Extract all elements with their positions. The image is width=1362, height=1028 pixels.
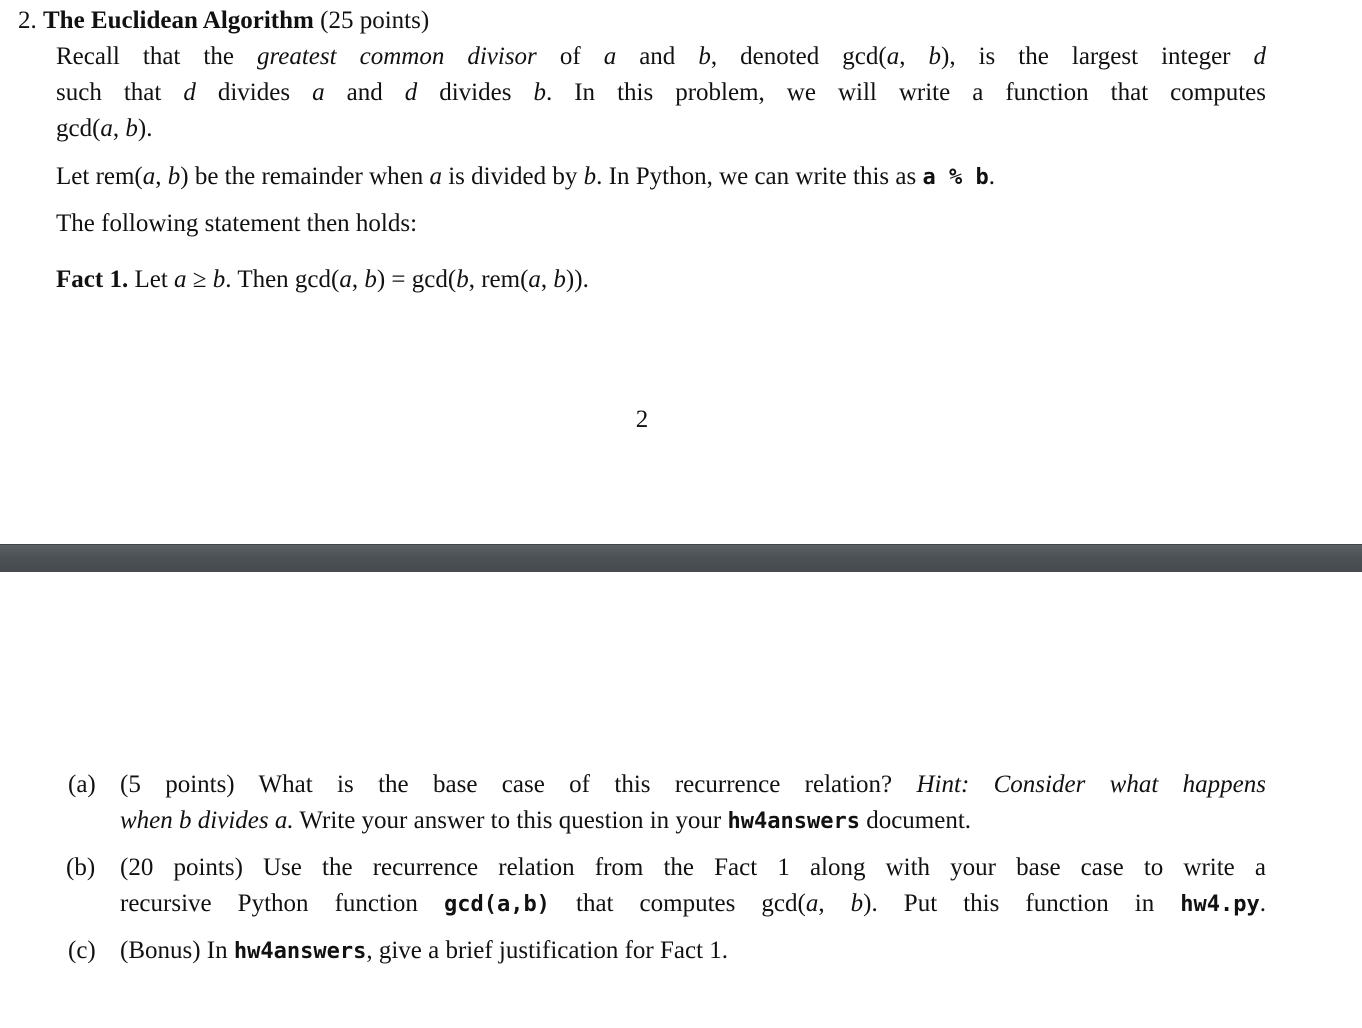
part-a-line-1 <box>120 770 1266 800</box>
text: ) be the remainder when <box>180 163 430 190</box>
math-var: a <box>142 163 156 190</box>
part-b-line-1: (20 points) Use the recurrence relation from the Fact 1 along with your base case to write a <box>120 854 1266 881</box>
problem-points: (25 points) <box>320 7 430 34</box>
text: ). Put this function in <box>863 890 1181 917</box>
inline-code: hw4.py <box>1180 892 1260 917</box>
part-b-line-2: recursive Python function gcd(a,b) that computes gcd(a, b). Put this function in hw4.py. <box>120 890 1266 917</box>
text: Recall that the <box>56 43 257 70</box>
inline-code: gcd(a,b) <box>443 892 550 917</box>
math-var: d <box>183 79 196 106</box>
paragraph-line-3: gcd(a, b). <box>56 115 153 142</box>
text: , rem( <box>468 266 529 293</box>
text: Let <box>128 266 175 293</box>
math-var: b <box>125 115 138 142</box>
math-var: b <box>850 890 864 917</box>
text: divides <box>195 79 313 106</box>
part-c-line-1 <box>120 936 728 967</box>
math-var: a <box>528 266 541 293</box>
math-var: b <box>167 163 181 190</box>
fact-label: Fact 1. <box>56 266 129 293</box>
page-separator <box>0 544 1362 573</box>
text: . In this problem, we will write a function that computes <box>545 79 1266 106</box>
math-var: a <box>312 79 325 106</box>
text: )). <box>565 266 589 293</box>
part-label-b: (b) <box>66 854 96 881</box>
text: . Then gcd( <box>225 266 340 293</box>
text: is divided by <box>441 163 584 190</box>
statement-intro: The following statement then holds: <box>56 210 418 237</box>
text: gcd( <box>56 115 101 142</box>
math-var: d <box>404 79 418 106</box>
text: ≥ <box>186 266 213 293</box>
text: document. <box>859 807 972 834</box>
text: such that <box>56 79 184 106</box>
page-number: 2 <box>635 406 649 433</box>
math-var: b <box>533 79 546 106</box>
problem-title: The Euclidean Algorithm <box>43 7 314 34</box>
problem-heading <box>18 6 429 36</box>
math-var: b <box>456 266 469 293</box>
math-var: b <box>364 266 377 293</box>
text: and <box>616 43 699 70</box>
inline-code: hw4answers <box>727 809 860 834</box>
part-label-c: (c) <box>68 937 96 964</box>
math-var: b <box>583 163 597 190</box>
math-var: b <box>928 43 941 70</box>
math-var: a <box>100 115 113 142</box>
document-page-bottom <box>0 572 1362 1028</box>
text: . <box>1259 890 1266 917</box>
inline-code: a % b <box>922 165 989 190</box>
text: that computes gcd( <box>549 890 806 917</box>
part-a-line-2 <box>120 806 971 837</box>
text: ) = gcd( <box>376 266 457 293</box>
text: divides <box>417 79 534 106</box>
text: . <box>988 163 995 190</box>
text: . In Python, we can write this as <box>596 163 923 190</box>
text: , denoted gcd( <box>710 43 887 70</box>
part-label-a: (a) <box>68 771 96 798</box>
math-var: a <box>603 43 617 70</box>
text: , give a brief justification for Fact 1. <box>366 937 729 964</box>
text: ). <box>137 115 153 142</box>
problem-number: 2. <box>18 7 37 34</box>
rem-definition: Let rem(a, b) be the remainder when a is divided by b. In Python, we can write this as a % b. <box>56 163 995 190</box>
text: of <box>536 43 604 70</box>
math-var: a <box>339 266 352 293</box>
emphasis: greatest common divisor <box>256 43 537 70</box>
hint-text: when b divides a. <box>120 807 294 834</box>
text: (Bonus) In <box>120 937 234 964</box>
hint-text: Hint: Consider what happens <box>916 771 1266 798</box>
text: and <box>324 79 405 106</box>
text: recursive Python function <box>120 890 444 917</box>
text: (5 points) What is the base case of this recurrence relation? <box>120 771 917 798</box>
fact-1: Fact 1. Let a ≥ b. Then gcd(a, b) = gcd(b, rem(a, b)). <box>56 266 589 293</box>
math-var: b <box>212 266 226 293</box>
paragraph-line-2 <box>56 78 1266 108</box>
math-var: a <box>174 266 187 293</box>
math-var: d <box>1253 43 1267 70</box>
paragraph-line-1: Recall that the greatest common divisor of a and b, denoted gcd(a, b), is the largest integer d <box>56 43 1267 70</box>
math-var: a <box>805 890 819 917</box>
text: Write your answer to this question in your <box>293 807 728 834</box>
math-var: a <box>886 43 900 70</box>
math-var: b <box>698 43 711 70</box>
inline-code: hw4answers <box>233 939 367 964</box>
text: ), is the largest integer <box>941 43 1254 70</box>
text: Let rem( <box>56 163 143 190</box>
math-var: a <box>429 163 442 190</box>
math-var: b <box>553 266 566 293</box>
